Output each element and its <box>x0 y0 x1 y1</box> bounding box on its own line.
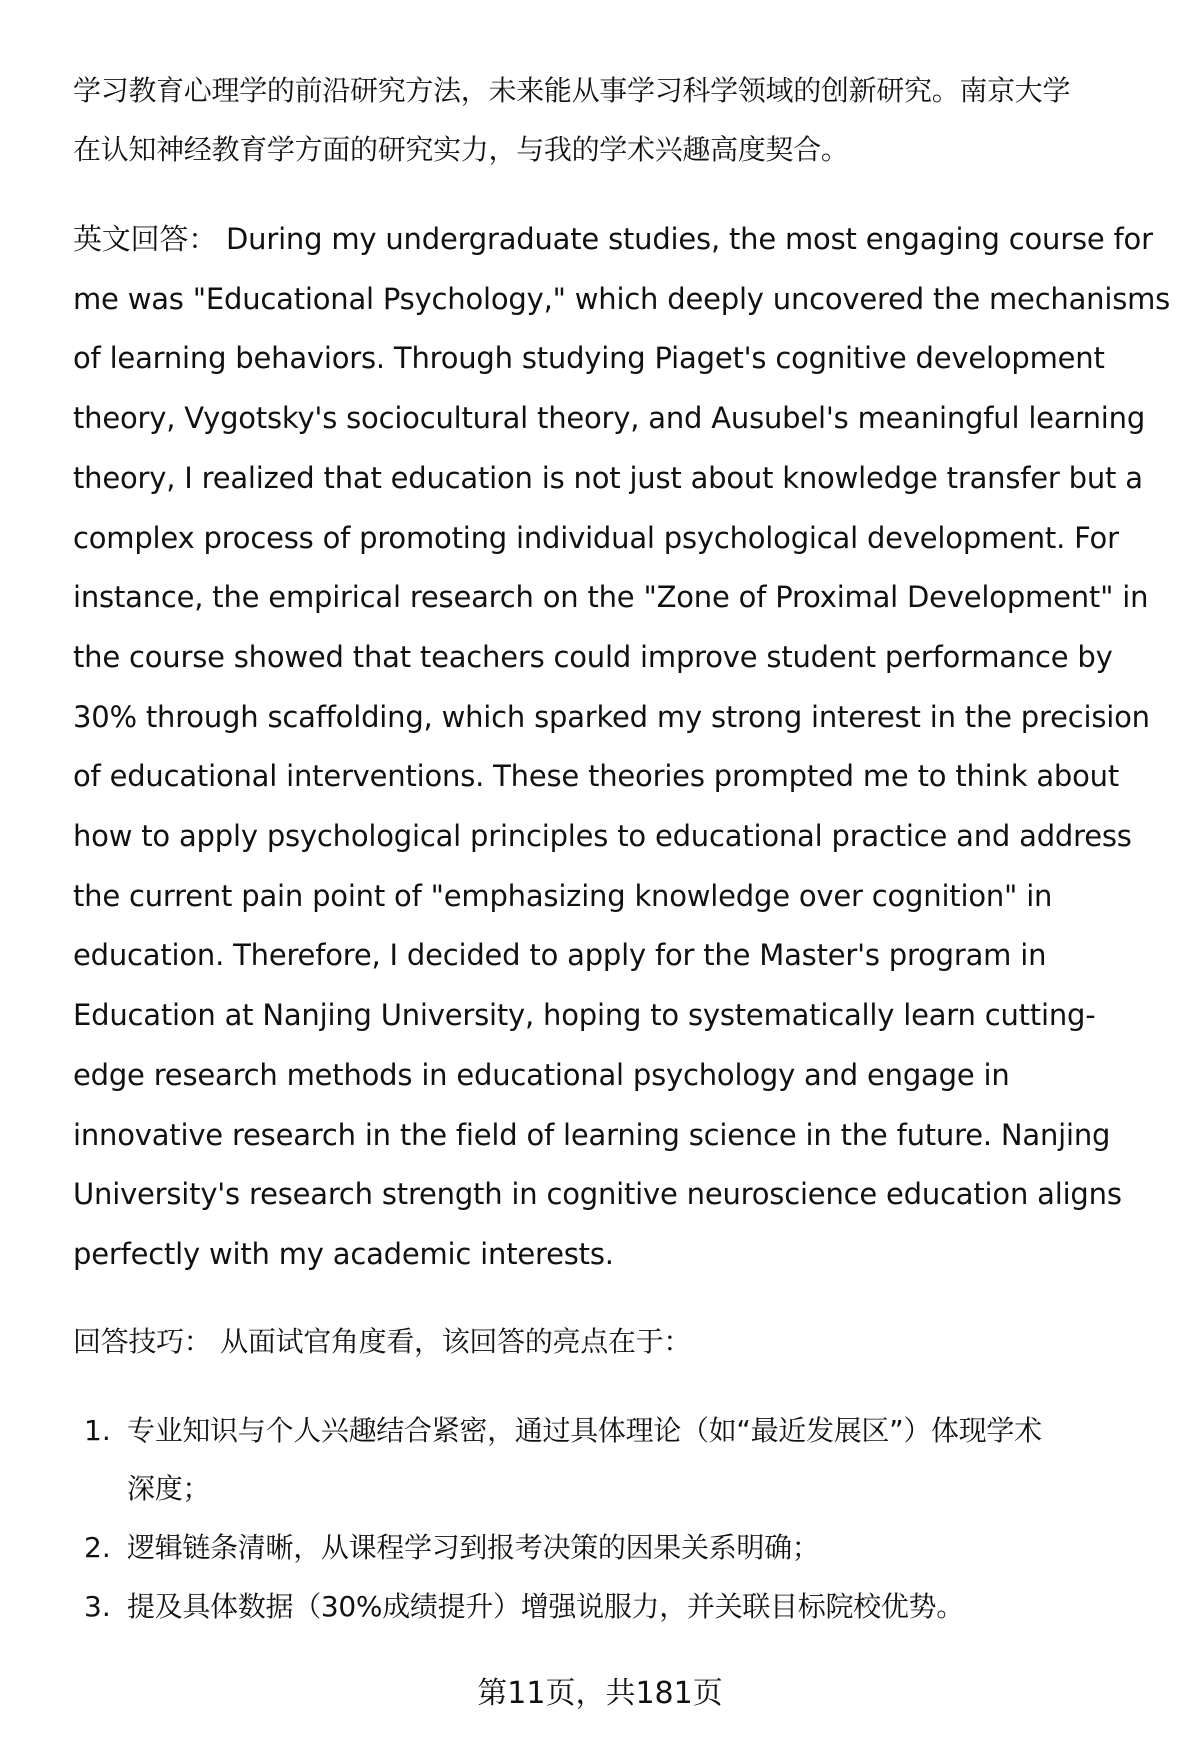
english-answer-line: me was "Educational Psychology," which deeply uncovered the mechanisms <box>73 281 1171 316</box>
english-answer-label: 英文回答： <box>73 222 218 256</box>
english-answer-line: University's research strength in cognitive neuroscience education aligns <box>73 1177 1122 1212</box>
list-number: 1. <box>84 1414 111 1447</box>
list-number: 2. <box>84 1531 111 1564</box>
english-answer-line: of learning behaviors. Through studying Piaget's cognitive development <box>73 341 1105 376</box>
list-item-text: 深度； <box>127 1472 211 1505</box>
english-answer-line: perfectly with my academic interests. <box>73 1236 614 1271</box>
english-answer-line: the current pain point of "emphasizing knowledge over cognition" in <box>73 878 1053 913</box>
list-item-text: 逻辑链条清晰，从课程学习到报考决策的因果关系明确； <box>127 1531 820 1564</box>
english-answer-line: instance, the empirical research on the "Zone of Proximal Development" in <box>73 580 1149 615</box>
english-answer-line: theory, I realized that education is not just about knowledge transfer but a <box>73 460 1143 495</box>
english-answer-line: edge research methods in educational psychology and engage in <box>73 1057 1010 1092</box>
english-answer-line: theory, Vygotsky's sociocultural theory, and Ausubel's meaningful learning <box>73 401 1146 436</box>
intro-line: 学习教育心理学的前沿研究方法，未来能从事学习科学领域的创新研究。南京大学 <box>73 74 1071 107</box>
english-answer-line: complex process of promoting individual psychological development. For <box>73 520 1119 555</box>
list-item-text: 专业知识与个人兴趣结合紧密，通过具体理论（如“最近发展区”）体现学术 <box>127 1414 1042 1447</box>
intro-line: 在认知神经教育学方面的研究实力，与我的学术兴趣高度契合。 <box>73 133 849 166</box>
english-answer-line: education. Therefore, I decided to apply for the Master's program in <box>73 938 1047 973</box>
english-answer-line: how to apply psychological principles to educational practice and address <box>73 819 1132 853</box>
tips-label: 回答技巧： <box>73 1325 212 1358</box>
list-number: 3. <box>84 1590 111 1623</box>
english-answer-line: the course showed that teachers could improve student performance by <box>73 639 1113 674</box>
english-answer-line: innovative research in the field of learning science in the future. Nanjing <box>73 1117 1111 1152</box>
english-answer-first-line <box>73 219 1153 259</box>
english-answer-line: During my undergraduate studies, the most engaging course for <box>226 222 1153 256</box>
tips-heading <box>73 1322 691 1362</box>
english-answer-line: 30% through scaffolding, which sparked my strong interest in the precision <box>73 699 1150 734</box>
list-item-text: 提及具体数据（30%成绩提升）增强说服力，并关联目标院校优势。 <box>127 1590 964 1623</box>
page-number: 第11页，共181页 <box>477 1676 723 1711</box>
english-answer-line: of educational interventions. These theories prompted me to think about <box>73 759 1119 794</box>
english-answer-line: Education at Nanjing University, hoping to systematically learn cutting- <box>73 998 1096 1033</box>
tips-intro: 从面试官角度看，该回答的亮点在于： <box>220 1325 692 1358</box>
